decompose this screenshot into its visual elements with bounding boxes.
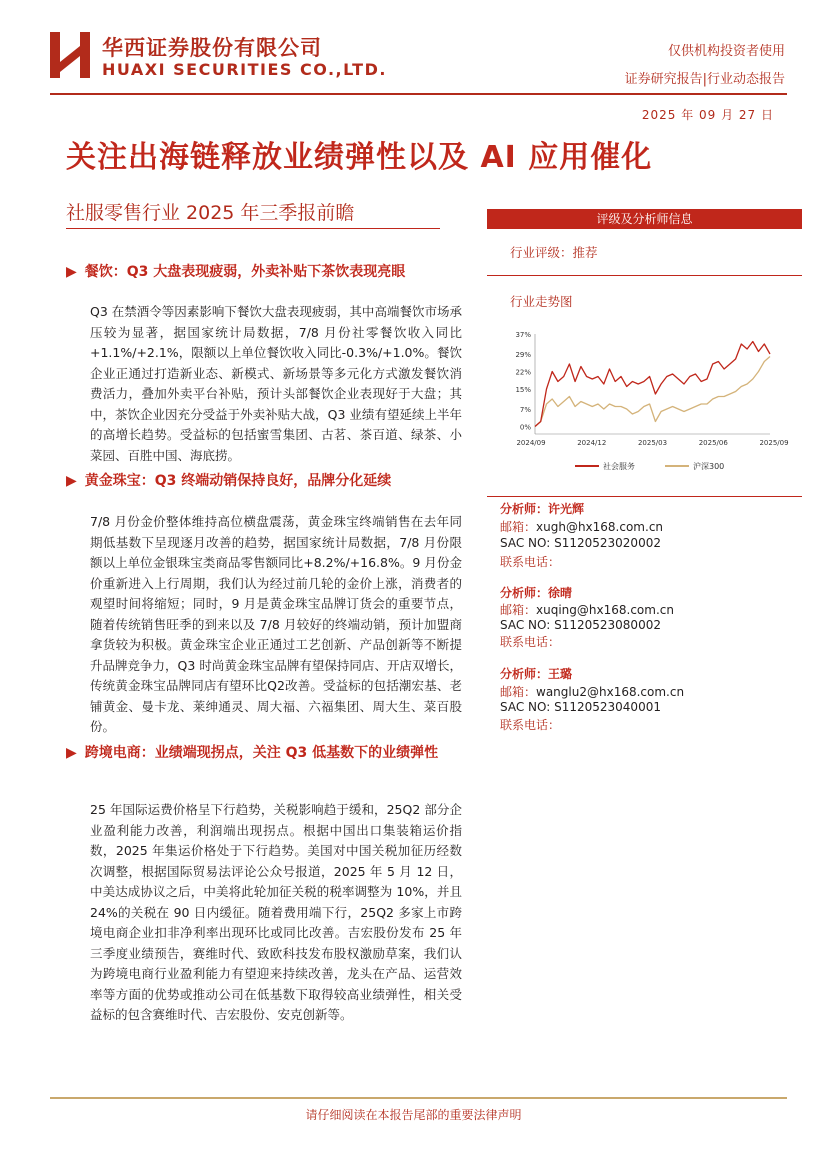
section-body-cross-border: 25 年国际运费价格呈下行趋势，关税影响趋于缓和，25Q2 部分企业盈利能力改善，利润端出现拐点。根据中国出口集装箱运价指数，2025 年集运价格处于下行趋势。美国对中国关税加征历经数次调整，根据国际贸易法评论公众号报道，2025 年 5 月 12 日，中美达成协议之后，中美将此轮加征关税的税率调整为 10%，并且 24%的关税在 90 日内缓征。随着费用端下行，25Q2 多家上市跨境电商企业扣非净利率出现环比或同比改善。吉宏股份发布 25 年三季度业绩预告，赛维时代、致欧科技发布股权激励草案，我们认为跨境电商行业盈利能力有望迎来持续改善，龙头在产品、运营效率等方面的优势或推动公司在低基数下取得较高业绩弹性，相关受益标的包含赛维时代、吉宏股份、安克创新等。 — [90, 802, 462, 1022]
y-tick-label: 29% — [515, 351, 531, 359]
analyst-phone: 联系电话： — [500, 718, 561, 732]
y-tick-label: 7% — [519, 406, 531, 414]
analyst-email-row — [500, 518, 663, 535]
sidebar-divider — [487, 496, 802, 497]
x-tick-label: 2025/03 — [637, 439, 668, 447]
analyst-name: 分析师：徐晴 — [500, 586, 573, 600]
analyst-email[interactable]: wanglu2@hx168.com.cn — [536, 685, 685, 699]
company-name-cn: 华西证券股份有限公司 — [102, 36, 322, 60]
industry-trend-chart — [505, 320, 795, 470]
company-logo — [50, 32, 90, 78]
audience-tag: 仅供机构投资者使用 — [667, 44, 785, 59]
section-heading-cross-border — [66, 741, 461, 765]
triangle-bullet-icon: ▶ — [66, 473, 77, 489]
analyst-phone: 联系电话： — [500, 555, 561, 569]
email-label: 邮箱： — [500, 603, 537, 617]
sidebar-title: 评级及分析师信息 — [487, 209, 802, 229]
company-name-en: HUAXI SECURITIES CO.,LTD. — [102, 60, 387, 79]
section-body-catering: Q3 在禁酒令等因素影响下餐饮大盘表现疲弱，其中高端餐饮市场承压较为显著，据国家统计局数据，7/8 月份社零餐饮收入同比+1.1%/+2.1%，限额以上单位餐饮收入同比-0.3%/+1.0%。餐饮企业正通过打造新业态、新模式、新场景等多元化方式激发餐饮消费活力，叠加外卖平台补贴，预计头部餐饮企业表现好于大盘；其中，茶饮企业因充分受益于外卖补贴大战，Q3 业绩有望延续上半年的高增长趋势。受益标的包括蜜雪集团、古茗、茶百道、绿茶、小菜园、百胜中国、海底捞。 — [90, 304, 462, 463]
header-divider — [50, 93, 787, 95]
email-label: 邮箱： — [500, 685, 537, 699]
analyst-sac: SAC NO: S1120523020002 — [500, 536, 661, 550]
analyst-sac: SAC NO: S1120523080002 — [500, 618, 661, 632]
x-tick-label: 2024/09 — [516, 439, 546, 447]
triangle-bullet-icon: ▶ — [66, 264, 77, 280]
section-heading-text: 黄金珠宝：Q3 终端动销保持良好，品牌分化延续 — [84, 473, 392, 489]
subtitle-divider — [66, 228, 440, 229]
section-body-jewelry: 7/8 月份金价整体维持高位横盘震荡，黄金珠宝终端销售在去年同期低基数下呈现逐月改善的趋势，据国家统计局数据，7/8 月份限额以上单位金银珠宝类商品零售额同比+8.2%/+16.8%。9 月份金价重新进入上行周期，我们认为经过前几轮的金价上涨，消费者的观望时间将缩短；同时，9 月是黄金珠宝品牌订货会的重要节点，随着传统销售旺季的到来以及 7/8 月较好的终端动销，预计加盟商拿货较为积极。黄金珠宝企业正通过工艺创新、产品创新等不断提升品牌竞争力，Q3 时尚黄金珠宝品牌有望保持同店、开店双增长，传统黄金珠宝品牌同店有望环比Q2改善。受益标的包括潮宏基、老铺黄金、曼卡龙、莱绅通灵、周大福、六福集团、周大生、菜百股份。 — [90, 514, 462, 734]
y-tick-label: 22% — [515, 368, 531, 377]
analyst-email[interactable]: xuqing@hx168.com.cn — [536, 603, 674, 617]
analyst-email-row — [500, 683, 684, 700]
section-heading-text: 跨境电商：业绩端现拐点，关注 Q3 低基数下的业绩弹性 — [84, 745, 439, 761]
analyst-name: 分析师：许光辉 — [500, 502, 585, 516]
analyst-sac: SAC NO: S1120523040001 — [500, 700, 661, 714]
section-heading-text: 餐饮：Q3 大盘表现疲弱，外卖补贴下茶饮表现亮眼 — [84, 264, 406, 280]
x-tick-label: 2025/06 — [698, 439, 728, 447]
x-axis — [516, 439, 788, 447]
y-tick-label: 0% — [519, 423, 531, 432]
email-label: 邮箱： — [500, 520, 537, 534]
chart-legend — [575, 461, 724, 470]
x-tick-label: 2025/09 — [759, 439, 789, 447]
x-tick-label: 2024/12 — [577, 439, 607, 447]
report-subtitle: 社服零售行业 2025 年三季报前瞻 — [66, 202, 355, 224]
legend-label: 社会服务 — [603, 462, 635, 470]
triangle-bullet-icon: ▶ — [66, 745, 77, 761]
report-date: 2025 年 09 月 27 日 — [641, 108, 774, 122]
analyst-email-row — [500, 601, 674, 618]
series-lines — [535, 342, 770, 427]
section-heading-jewelry — [66, 469, 476, 493]
legal-notice: 请仔细阅读在本报告尾部的重要法律声明 — [305, 1108, 522, 1122]
report-title: 关注出海链释放业绩弹性以及 AI 应用催化 — [66, 140, 653, 175]
y-tick-label: 37% — [515, 331, 531, 339]
footer-divider — [50, 1097, 787, 1099]
industry-rating: 行业评级：推荐 — [510, 245, 598, 260]
legend-label: 沪深300 — [693, 462, 725, 470]
y-tick-label: 15% — [515, 386, 531, 394]
chart-label: 行业走势图 — [510, 294, 573, 309]
analyst-name: 分析师：王璐 — [500, 667, 573, 681]
analyst-email[interactable]: xugh@hx168.com.cn — [536, 520, 664, 534]
section-heading-catering — [66, 260, 476, 284]
sidebar-divider — [487, 275, 802, 276]
report-type-tag: 证券研究报告|行业动态报告 — [624, 72, 785, 87]
analyst-phone: 联系电话： — [500, 635, 561, 649]
